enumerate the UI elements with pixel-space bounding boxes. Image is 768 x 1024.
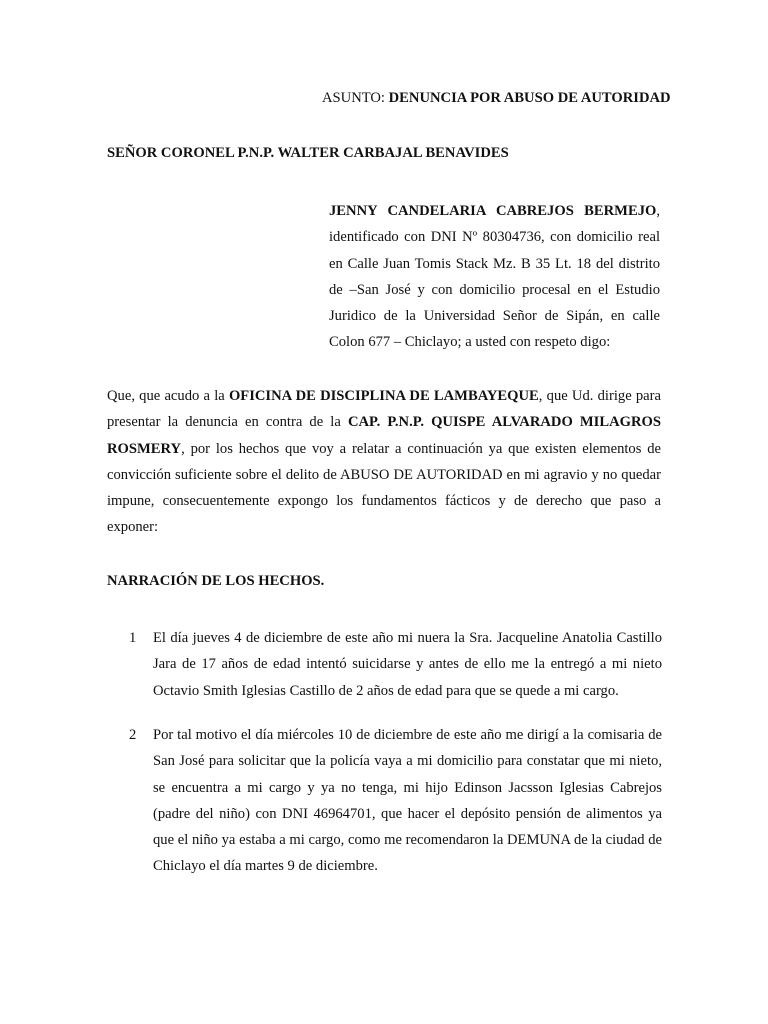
addressee: SEÑOR CORONEL P.N.P. WALTER CARBAJAL BENAVIDES bbox=[107, 145, 509, 161]
sender-details: , identificado con DNI Nº 80304736, con domicilio real en Calle Juan Tomis Stack Mz. B 35 Lt. 18 del distrito de –San José y con domicilio procesal en el Estudio Juridico de la Universidad Señor de Sipán, en calle Colon 677 – Chiclayo; a usted con respeto digo: bbox=[329, 203, 660, 351]
intro-office: OFICINA DE DISCIPLINA DE LAMBAYEQUE bbox=[228, 388, 539, 404]
section-heading: NARRACIÓN DE LOS HECHOS. bbox=[107, 573, 325, 589]
list-item-number: 1 bbox=[129, 630, 137, 646]
intro-text-2: , que Ud. dirige para presentar la denuncia en contra de la bbox=[107, 388, 661, 431]
subject-text: DENUNCIA POR ABUSO DE AUTORIDAD bbox=[388, 90, 671, 106]
list-item bbox=[107, 625, 662, 704]
intro-paragraph bbox=[107, 383, 661, 541]
subject-label: ASUNTO: bbox=[322, 90, 389, 106]
facts-list bbox=[107, 625, 662, 875]
intro-text-1: Que, que acudo a la bbox=[107, 388, 229, 404]
subject-line bbox=[322, 90, 722, 107]
sender-block bbox=[329, 198, 660, 356]
sender-name: JENNY CANDELARIA CABREJOS BERMEJO bbox=[329, 203, 657, 219]
list-item-text: Por tal motivo el día miércoles 10 de diciembre de este año me dirigí a la comisaria de San José para solicitar que la policía vaya a mi domicilio para constatar que mi nieto, se encuentra a mi cargo y ya no tenga, mi hijo Edinson Jacsson Iglesias Cabrejos (padre del niño) con DNI 46964701, que hacer el depósito pensión de alimentos ya que el niño ya estaba a mi cargo, como me recomendaron la DEMUNA de la ciudad de Chiclayo el día martes 9 de diciembre. bbox=[153, 727, 662, 875]
list-item bbox=[107, 722, 662, 880]
intro-text-3: , por los hechos que voy a relatar a continuación ya que existen elementos de convicción suficiente sobre el delito de ABUSO DE AUTORIDAD en mi agravio y no quedar impune, consecuentemente expongo los fundamentos fácticos y de derecho que paso a exponer: bbox=[107, 440, 661, 536]
list-item-text: El día jueves 4 de diciembre de este año mi nuera la Sra. Jacqueline Anatolia Castillo Jara de 17 años de edad intentó suicidarse y antes de ello me la entregó a mi nieto Octavio Smith Iglesias Castillo de 2 años de edad para que se quede a mi cargo. bbox=[153, 630, 662, 699]
list-item-number: 2 bbox=[129, 727, 137, 743]
intro-accused: CAP. P.N.P. QUISPE ALVARADO MILAGROS ROSMERY bbox=[107, 414, 661, 457]
